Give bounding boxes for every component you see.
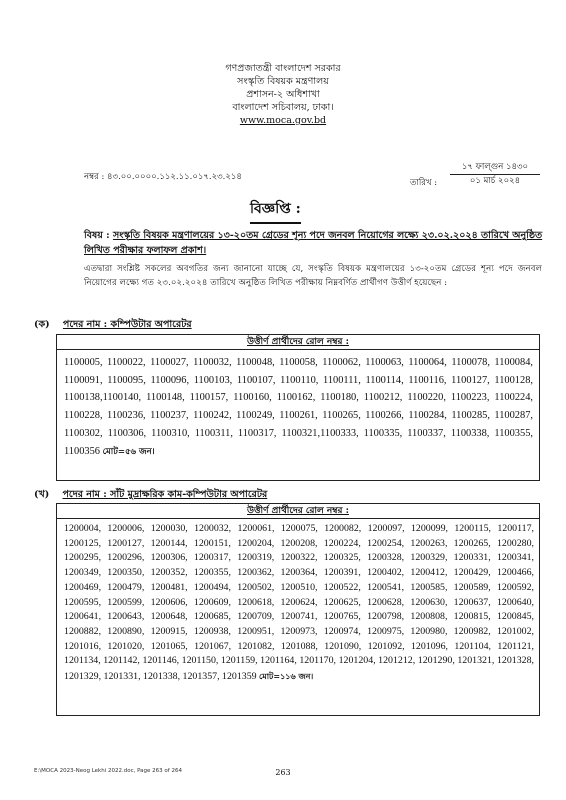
section-ka-total: মোট=৫৬ জন।: [102, 446, 155, 457]
section-kha-box-title: উত্তীর্ণ প্রার্থীদের রোল নম্বর :: [247, 506, 349, 516]
section-ka-roll-list: [57, 350, 539, 461]
office-location: বাংলাদেশ সচিবালয়, ঢাকা।: [232, 102, 334, 113]
section-kha-box: [56, 503, 540, 716]
section-kha-total: মোট=১১৬ জন।: [259, 671, 314, 682]
date-label: তারিখ :: [410, 178, 438, 188]
govt-name: গণপ্রজাতন্ত্রী বাংলাদেশ সরকার: [225, 63, 341, 74]
date-english: ০১ মার্চ ২০২৪: [469, 176, 521, 186]
section-kha-roll-list: [57, 519, 539, 685]
subject-label: বিষয় :: [84, 230, 110, 241]
section-kha-heading: [34, 488, 267, 503]
date-block: [450, 161, 540, 188]
section-ka-box-title: উত্তীর্ণ প্রার্থীদের রোল নম্বর :: [247, 337, 349, 347]
footer-file-path: E:\MOCA 2023-Neog Lekhi 2022.doc, Page 263 of 264: [34, 768, 182, 774]
section-ka-marker: (ক): [34, 319, 50, 330]
section-ka-rolls: 1100005, 1100022, 1100027, 1100032, 1100048, 1100058, 1100062, 1100063, 1100064, 1100078, 1100084, 1100091, 1100095, 1100096, 1100103, 1100107, 1100110, 1100111, 1100114, 1100116, 1100127, 1100128, 1100138,1100140, 1100148, 1100157, 1100160, 1100162, 1100180, 1100212, 1100220, 1100223, 1100224, 1100228, 1100236, 1100237, 1100242, 1100249, 1100261, 1100265, 1100266, 1100284, 1100285, 1100287, 1100302, 1100306, 1100310, 1100311, 1100317, 1100321,1100333, 1100335, 1100337, 1100338, 1100355, 1100356: [64, 357, 533, 457]
website-link[interactable]: www.moca.gov.bd: [239, 115, 327, 126]
wing-name: প্রশাসন-২ অধিশাখা: [246, 89, 320, 100]
ministry-name: সংস্কৃতি বিষয়ক মন্ত্রণালয়: [237, 76, 329, 87]
subject-text: সংস্কৃতি বিষয়ক মন্ত্রণালয়ের ১৩-২০তম গ্রেডের শূন্য পদে জনবল নিয়োগের লক্ষ্যে ২৩.০২.২০২৪ তারিখে অনুষ্ঠিত লিখিত পরীক্ষার ফলাফল প্রকাশ।: [84, 230, 543, 256]
date-bangla: ১৭ ফাল্গুন ১৪৩০: [450, 161, 540, 175]
section-ka-heading: [34, 318, 192, 333]
section-kha-post-name: পদের নাম : সাঁট মুদ্রাক্ষরিক কাম-কম্পিউটার অপারেটর: [62, 489, 268, 500]
page-number: 263: [275, 768, 291, 777]
section-ka-post-name: পদের নাম : কম্পিউটার অপারেটর: [62, 319, 192, 330]
section-ka-box: [56, 334, 540, 481]
body-paragraph: এতদ্বারা সংশ্লিষ্ট সকলের অবগতির জন্য জানানো যাচ্ছে যে, সংস্কৃতি বিষয়ক মন্ত্রণালয়ের ১৩-২০তম গ্রেডের শূন্য পদে জনবল নিয়োগের লক্ষ্যে গত ২৩.০২.২০২৪ তারিখে অনুষ্ঠিত লিখিত পরীক্ষায় নিম্নবর্ণিত প্রার্থীগণ উত্তীর্ণ হয়েছেন :: [84, 264, 542, 288]
subject: [84, 228, 544, 258]
section-kha-rolls: 1200004, 1200006, 1200030, 1200032, 1200061, 1200075, 1200082, 1200097, 1200099, 1200115, 1200117, 1200125, 1200127, 1200144, 1200151, 1200204, 1200208, 1200224, 1200254, 1200263, 1200265, 1200280, 1200295, 1200296, 1200306, 1200317, 1200319, 1200322, 1200325, 1200328, 1200329, 1200331, 1200341, 1200349, 1200350, 1200352, 1200355, 1200362, 1200364, 1200391, 1200402, 1200412, 1200429, 1200466, 1200469, 1200479, 1200481, 1200494, 1200502, 1200510, 1200522, 1200541, 1200585, 1200589, 1200592, 1200595, 1200599, 1200606, 1200609, 1200618, 1200624, 1200625, 1200628, 1200630, 1200637, 1200640, 1200641, 1200643, 1200648, 1200685, 1200709, 1200741, 1200765, 1200798, 1200808, 1200815, 1200845, 1200882, 1200890, 1200915, 1200938, 1200951, 1200973, 1200974, 1200975, 1200980, 1200982, 1201002, 1201016, 1201020, 1201065, 1201067, 1201082, 1201088, 1201090, 1201092, 1201096, 1201104, 1201121, 1201134, 1201142, 1201146, 1201150, 1201159, 1201164, 1201170, 1201204, 1201212, 1201290, 1201321, 1201328, 1201329, 1201331, 1201338, 1201357, 1201359: [64, 523, 534, 683]
memo-number: নম্বর : ৪৩.০০.০০০০.১১২.১১.০১৭.২৩.২১৪: [84, 172, 242, 182]
notice-title: বিজ্ঞপ্তি :: [250, 197, 301, 224]
section-kha-marker: (খ): [34, 489, 50, 500]
